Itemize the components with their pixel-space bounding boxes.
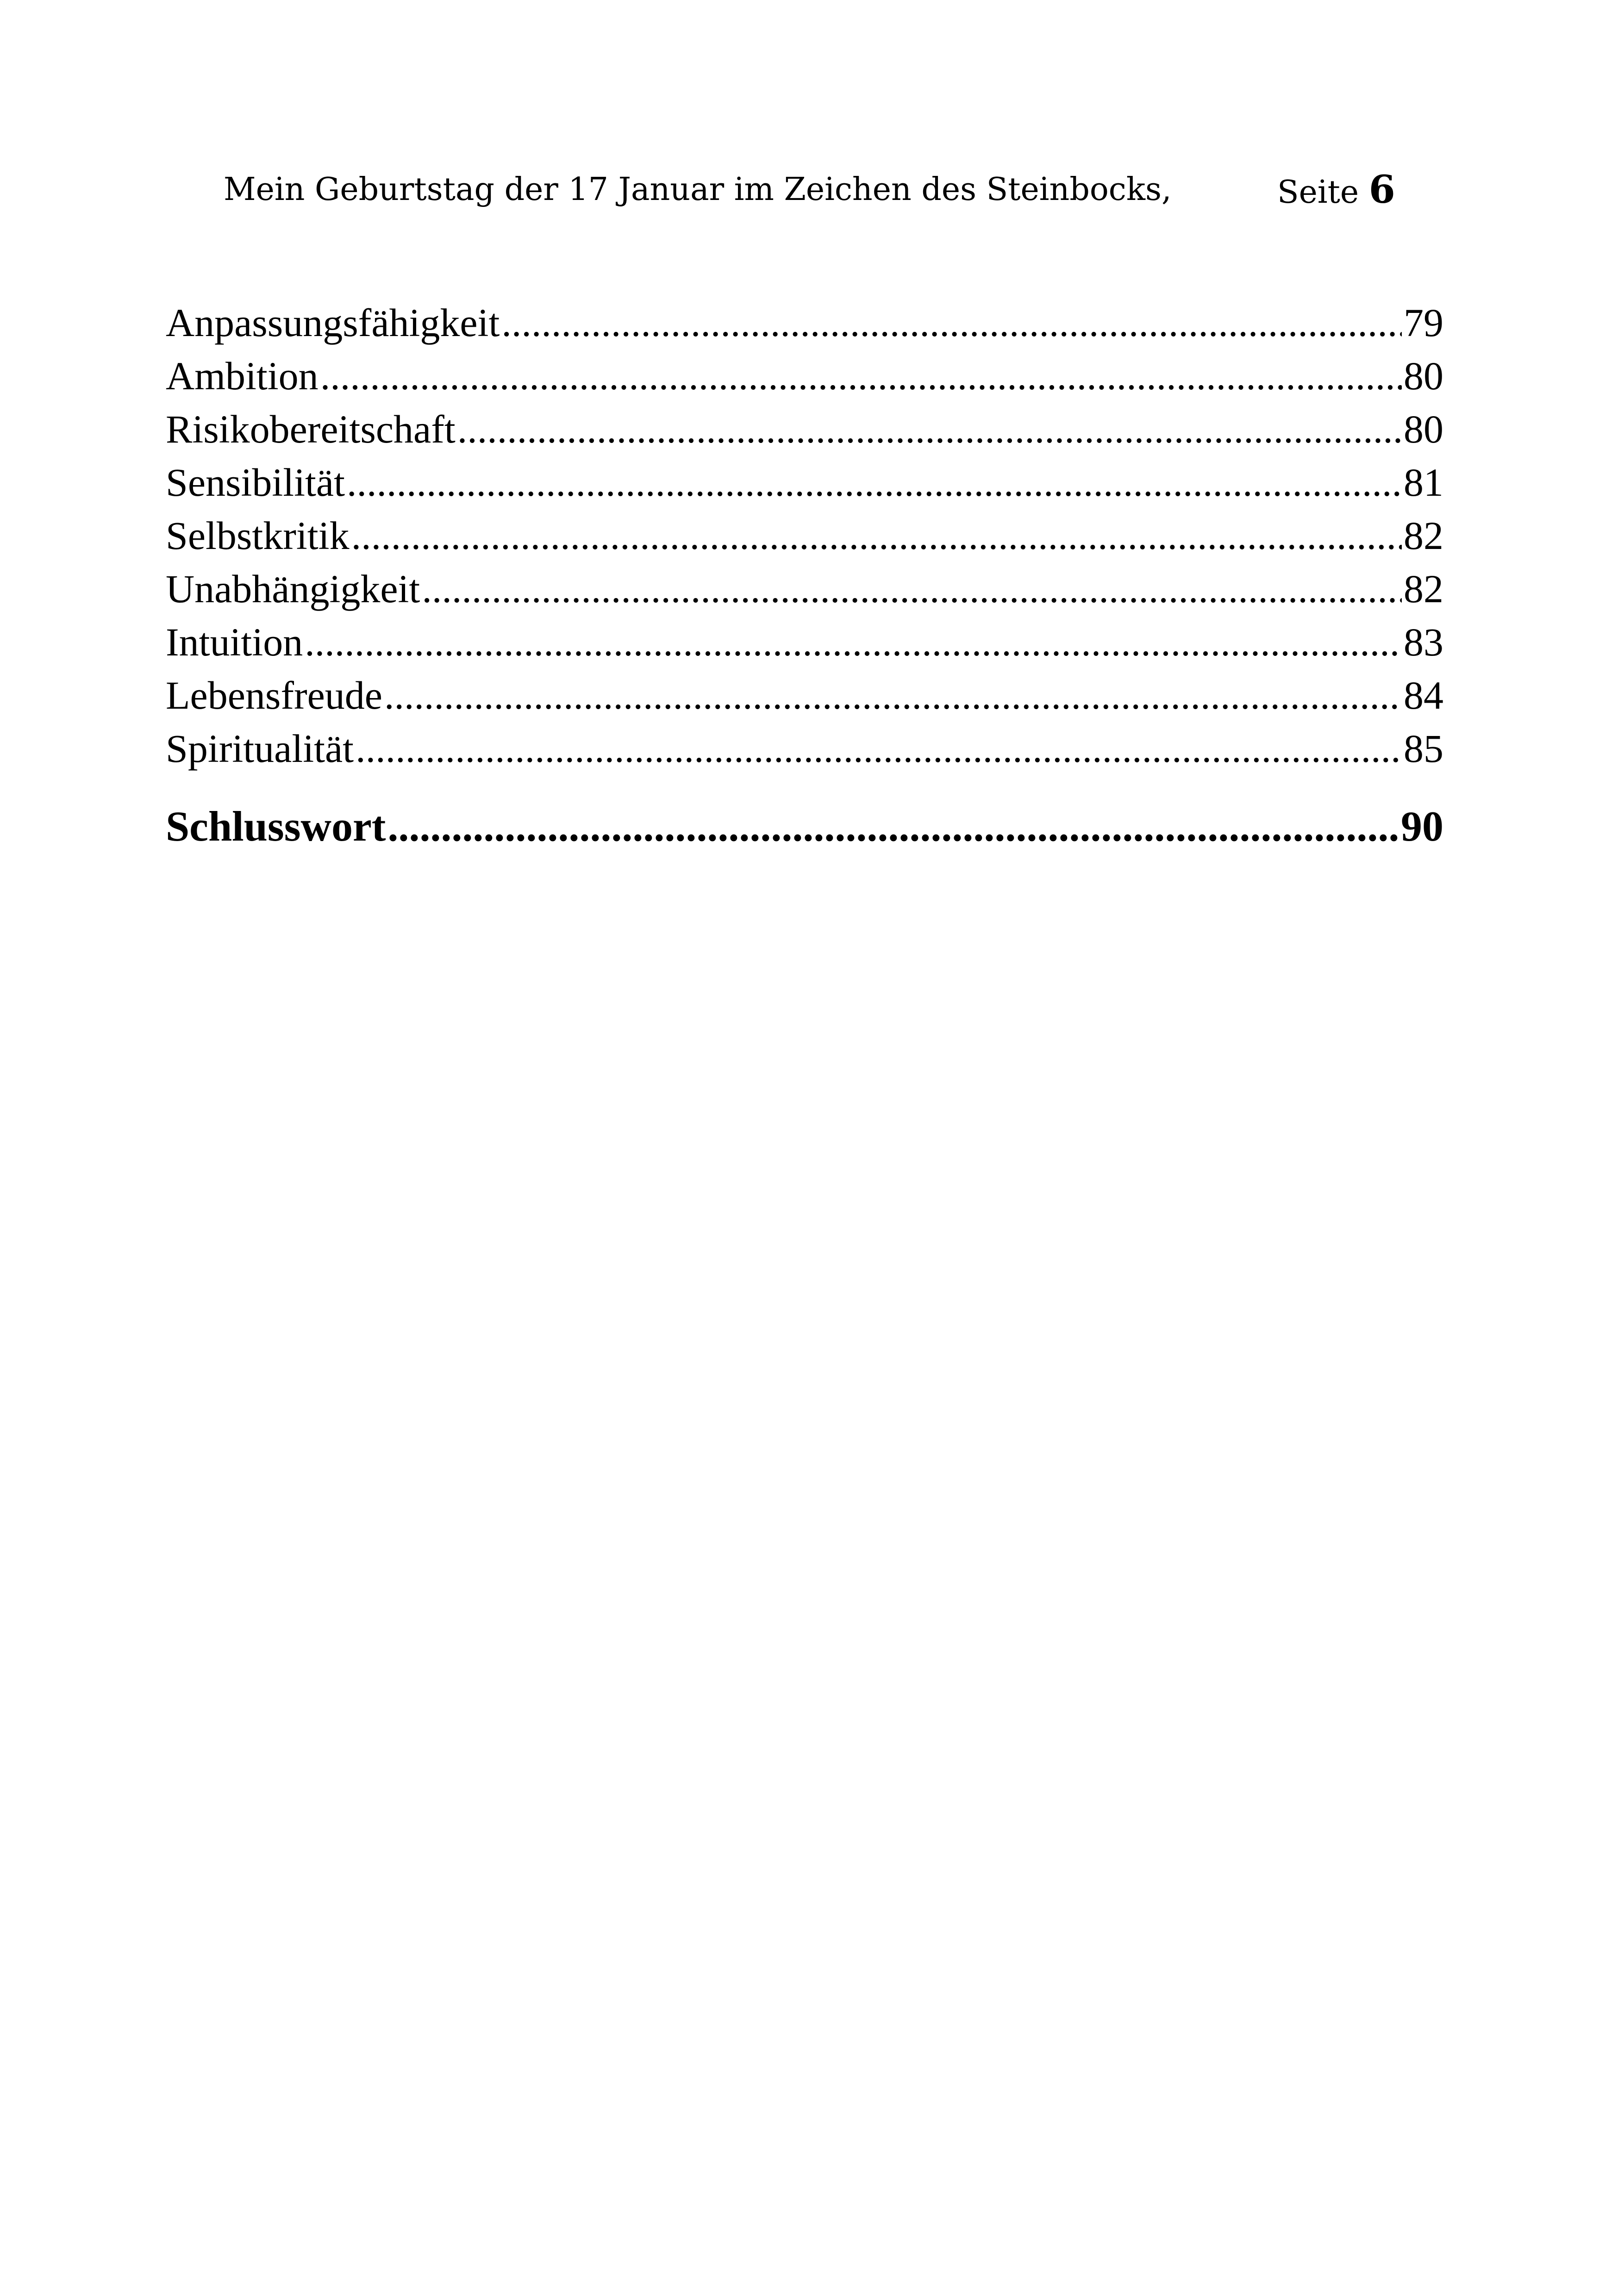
toc-entry-label: Risikobereitschaft <box>166 407 456 451</box>
header-page-number: 6 <box>1368 168 1395 212</box>
toc-leader-dots <box>457 403 1402 456</box>
toc-entry[interactable] <box>166 562 1443 616</box>
page-header <box>224 162 1395 218</box>
toc-entry-label: Ambition <box>166 354 319 398</box>
toc-leader-dots <box>305 616 1402 669</box>
toc-entry-page: 82 <box>1404 567 1443 611</box>
toc-leader-dots <box>422 562 1402 616</box>
toc-entry-page: 82 <box>1404 513 1443 558</box>
toc-entry-page: 79 <box>1404 300 1443 345</box>
toc-entry[interactable] <box>166 296 1443 349</box>
toc-leader-dots <box>320 349 1402 403</box>
toc-leader-dots <box>351 509 1402 562</box>
toc-leader-dots <box>384 669 1402 722</box>
toc-entry[interactable] <box>166 349 1443 403</box>
toc-entry-label: Intuition <box>166 620 303 664</box>
toc-entry[interactable] <box>166 669 1443 722</box>
toc-entry-page: 90 <box>1401 803 1443 850</box>
toc-entry-schlusswort[interactable] <box>166 796 1443 856</box>
toc-leader-dots <box>356 722 1402 775</box>
toc-leader-dots <box>387 796 1399 856</box>
header-page-indicator <box>1277 162 1395 220</box>
table-of-contents <box>166 296 1443 856</box>
toc-entry[interactable] <box>166 403 1443 456</box>
toc-entry[interactable] <box>166 722 1443 775</box>
header-page-label: Seite <box>1277 174 1359 211</box>
toc-entry-label: Spiritualität <box>166 726 354 771</box>
toc-leader-dots <box>501 296 1402 349</box>
toc-entry-label: Schlusswort <box>166 803 386 850</box>
toc-entry-page: 80 <box>1404 407 1443 451</box>
toc-entry-label: Anpassungsfähigkeit <box>166 300 500 345</box>
toc-entry-label: Sensibilität <box>166 460 345 505</box>
toc-entry-page: 80 <box>1404 354 1443 398</box>
toc-entry-page: 84 <box>1404 673 1443 717</box>
toc-entry-page: 81 <box>1404 460 1443 505</box>
toc-leader-dots <box>347 456 1402 509</box>
toc-entry-label: Unabhängigkeit <box>166 567 420 611</box>
header-title: Mein Geburtstag der 17 Januar im Zeichen des Steinbocks, <box>224 171 1172 208</box>
toc-entry[interactable] <box>166 456 1443 509</box>
toc-entry[interactable] <box>166 616 1443 669</box>
toc-entry[interactable] <box>166 509 1443 562</box>
toc-entry-page: 85 <box>1404 726 1443 771</box>
toc-entry-page: 83 <box>1404 620 1443 664</box>
toc-entry-label: Selbstkritik <box>166 513 350 558</box>
toc-entry-label: Lebensfreude <box>166 673 382 717</box>
